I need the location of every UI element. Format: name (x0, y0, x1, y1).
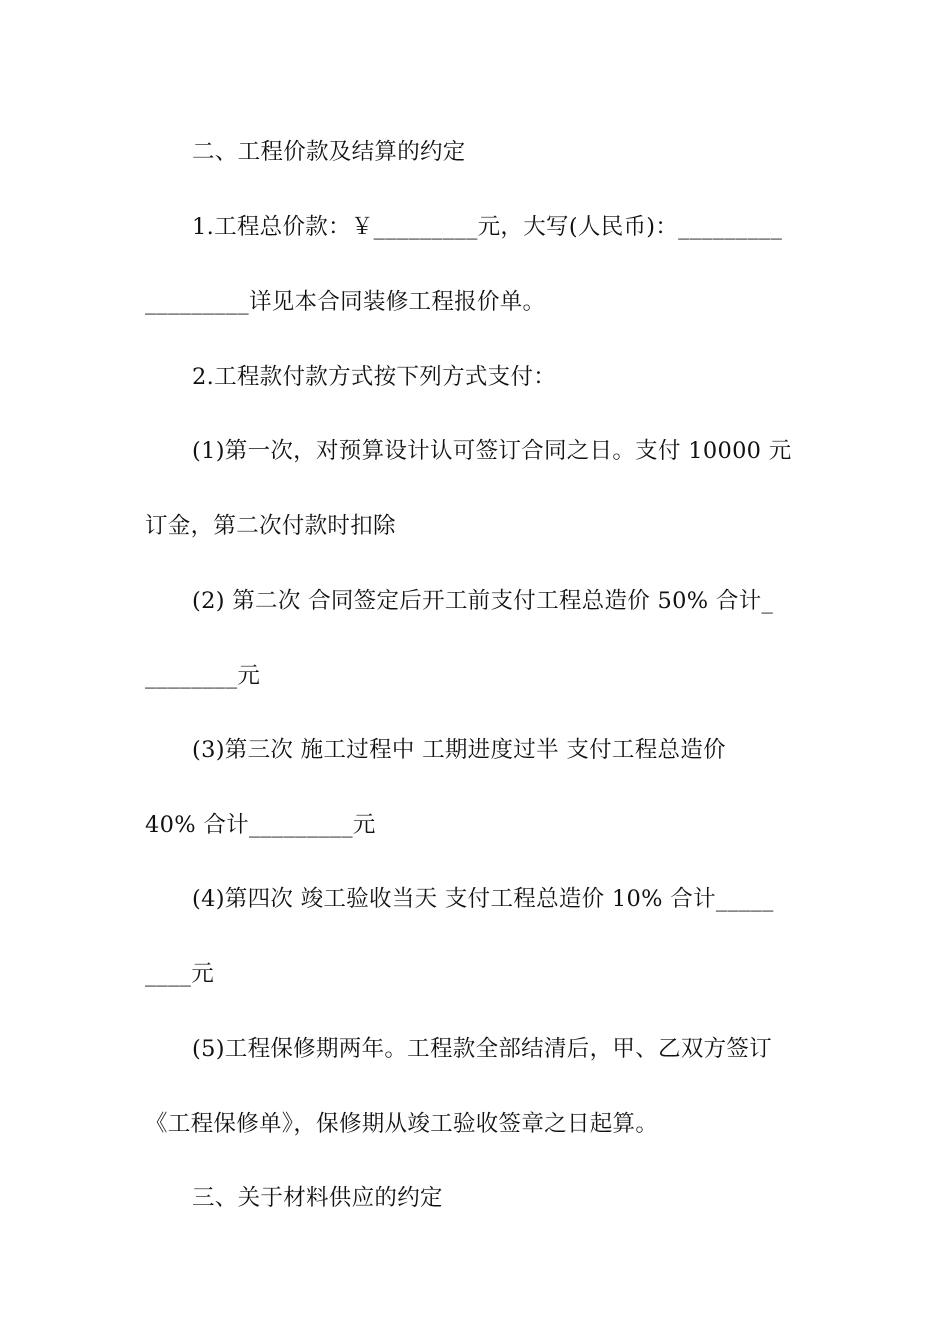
paragraph-payment-5-cont: 《工程保修单》，保修期从竣工验收签章之日起算。 (145, 1111, 659, 1137)
paragraph-payment-1-cont: 订金，第二次付款时扣除 (145, 513, 396, 539)
paragraph-payment-3-cont: 40% 合计_________元 (145, 812, 376, 838)
paragraph-payment-2: (2) 第二次 合同签定后开工前支付工程总造价 50% 合计_ (192, 588, 774, 614)
paragraph-payment-3: (3)第三次 施工过程中 工期进度过半 支付工程总造价 (192, 737, 726, 763)
paragraph-payment-5: (5)工程保修期两年。工程款全部结清后，甲、乙双方签订 (192, 1036, 772, 1062)
paragraph-payment-2-cont: ________元 (145, 663, 261, 689)
section-heading-materials: 三、关于材料供应的约定 (192, 1185, 443, 1211)
paragraph-payment-4: (4)第四次 竣工验收当天 支付工程总造价 10% 合计_____ (192, 886, 774, 912)
paragraph-total-price-cont: _________详见本合同装修工程报价单。 (145, 289, 546, 315)
paragraph-payment-1: (1)第一次，对预算设计认可签订合同之日。支付 10000 元 (192, 438, 792, 464)
paragraph-payment-method: 2.工程款付款方式按下列方式支付： (192, 364, 557, 390)
paragraph-total-price: 1.工程总价款：￥_________元，大写(人民币)：_________ (192, 214, 783, 240)
paragraph-payment-4-cont: ____元 (145, 961, 214, 987)
section-heading-price-settlement: 二、工程价款及结算的约定 (192, 139, 466, 165)
